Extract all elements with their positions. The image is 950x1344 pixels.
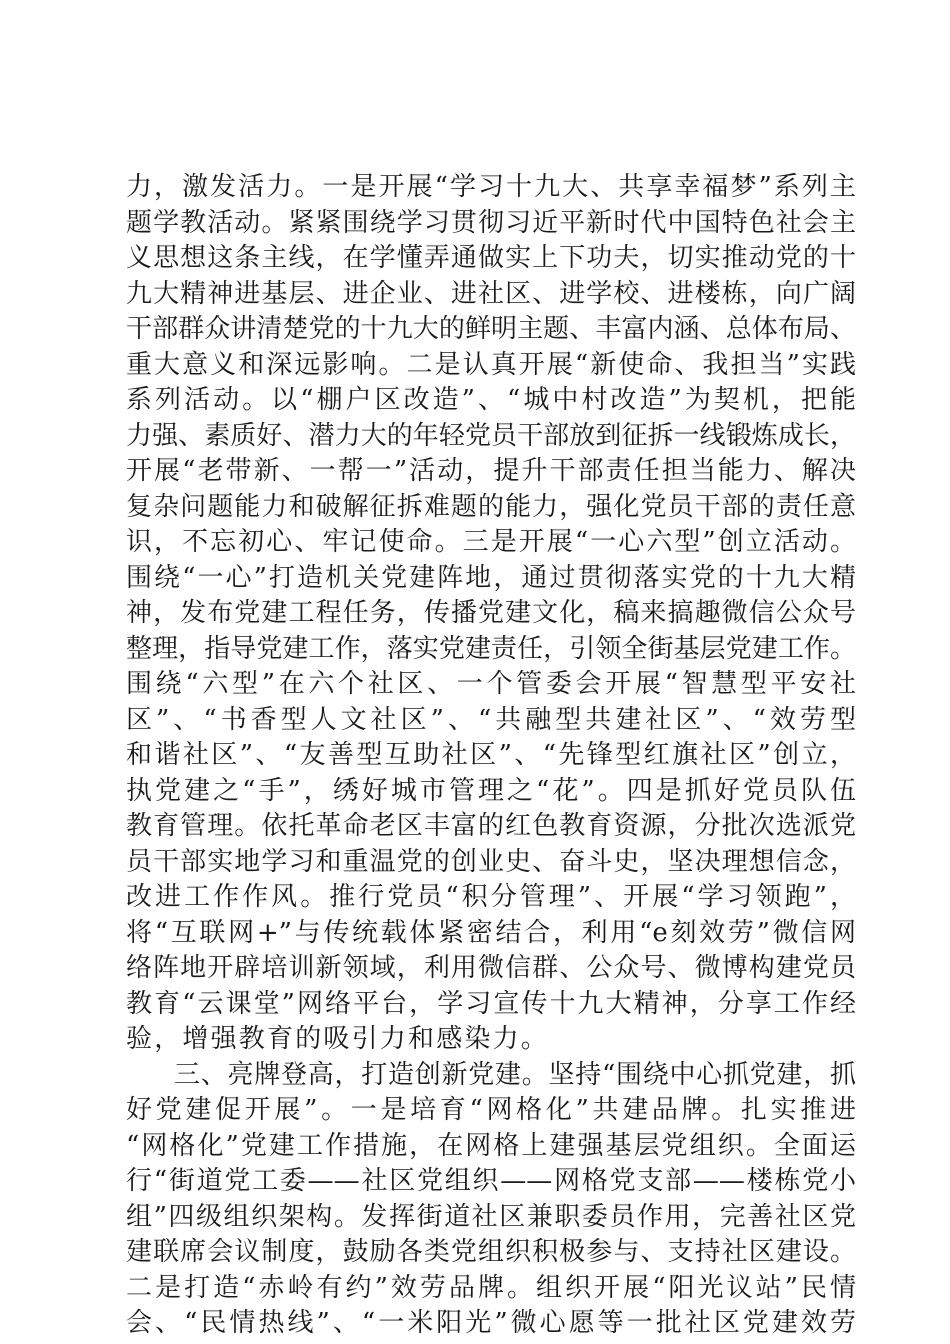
text-line: 将“互联网+”与传统载体紧密结合，利用“e刻效劳”微信网: [126, 917, 856, 948]
text-line: 好党建促开展”。一是培育“网格化”共建品牌。扎实推进: [126, 1095, 856, 1125]
text-line: 会、“民情热线”、“一米阳光”微心愿等一批社区党建效劳: [126, 1308, 856, 1338]
text-line: 干部群众讲清楚党的十九大的鲜明主题、丰富内涵、总体布局、: [126, 314, 856, 344]
text-line: 员干部实地学习和重温党的创业史、奋斗史，坚决理想信念，: [126, 846, 856, 877]
text-line: 力，激发活力。一是开展“学习十九大、共享幸福梦”系列主: [126, 172, 856, 202]
text-line: 重大意义和深远影响。二是认真开展“新使命、我担当”实践: [126, 349, 856, 380]
text-line: 围绕“六型”在六个社区、一个管委会开展“智慧型平安社: [126, 669, 856, 699]
text-line: 区”、“书香型人文社区”、“共融型共建社区”、“效劳型: [126, 704, 856, 735]
text-line: 建联席会议制度，鼓励各类党组织积极参与、支持社区建设。: [126, 1237, 856, 1267]
text-line: 行“街道党工委——社区党组织——网格党支部——楼栋党小: [126, 1166, 856, 1196]
text-line: 系列活动。以“棚户区改造”、“城中村改造”为契机，把能: [126, 385, 856, 415]
text-line: 教育管理。依托革命老区丰富的红色教育资源，分批次选派党: [126, 811, 856, 841]
text-line: 和谐社区”、“友善型互助社区”、“先锋型红旗社区”创立，: [126, 740, 856, 770]
text-line: 二是打造“赤岭有约”效劳品牌。组织开展“阳光议站”民情: [126, 1272, 856, 1303]
text-line: 识，不忘初心、牢记使命。三是开展“一心六型”创立活动。: [126, 527, 856, 557]
text-line: 围绕“一心”打造机关党建阵地，通过贯彻落实党的十九大精: [126, 562, 856, 593]
text-line: 复杂问题能力和破解征拆难题的能力，强化党员干部的责任意: [126, 491, 856, 522]
body-text: [126, 170, 856, 1342]
text-line: 改进工作作风。推行党员“积分管理”、开展“学习领跑”，: [126, 882, 856, 912]
text-line: 组”四级组织架构。发挥街道社区兼职委员作用，完善社区党: [126, 1201, 856, 1232]
text-line: 神，发布党建工程任务，传播党建文化，稿来搞趣微信公众号: [126, 598, 856, 628]
section-heading-line: 三、亮牌登高，打造创新党建。坚持“围绕中心抓党建，抓: [174, 1059, 856, 1090]
text-line: 义思想这条主线，在学懂弄通做实上下功夫，切实推动党的十: [126, 243, 856, 273]
text-line: 整理，指导党建工作，落实党建责任，引领全街基层党建工作。: [126, 633, 856, 664]
text-line: 九大精神进基层、进企业、进社区、进学校、进楼栋，向广阔: [126, 278, 856, 309]
text-line: 题学教活动。紧紧围绕学习贯彻习近平新时代中国特色社会主: [126, 207, 856, 238]
text-line: 执党建之“手”，绣好城市管理之“花”。四是抓好党员队伍: [126, 775, 856, 806]
text-line: 教育“云课堂”网络平台，学习宣传十九大精神，分享工作经: [126, 988, 856, 1019]
text-line: 验，增强教育的吸引力和感染力。: [126, 1024, 550, 1054]
text-line: “网格化”党建工作措施，在网格上建强基层党组织。全面运: [126, 1130, 856, 1161]
text-line: 络阵地开辟培训新领域，利用微信群、公众号、微博构建党员: [126, 953, 856, 983]
text-line: 力强、素质好、潜力大的年轻党员干部放到征拆一线锻炼成长，: [126, 420, 856, 451]
text-line: 开展“老带新、一帮一”活动，提升干部责任担当能力、解决: [126, 456, 856, 486]
